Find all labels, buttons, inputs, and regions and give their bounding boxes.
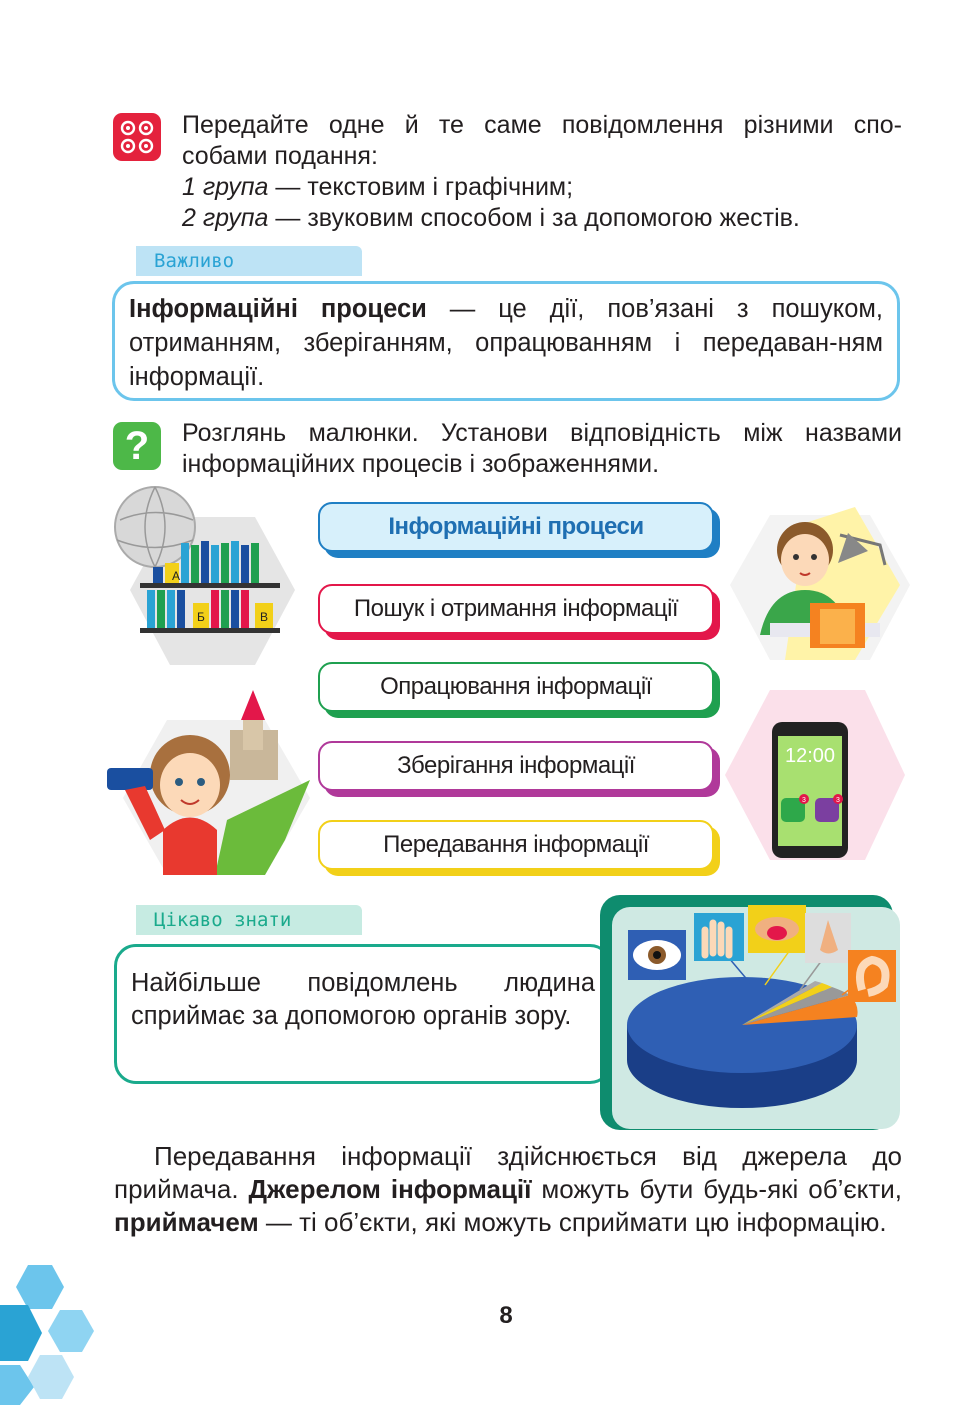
group-1-label: 1 група [182, 173, 269, 201]
process-processing[interactable]: Опрацювання інформації [318, 662, 714, 712]
body-text-1: Передавання інформації здійснюється від джерела до приймача. [114, 1141, 902, 1204]
badge-a: 3 [802, 797, 806, 804]
source-term: Джерелом інформації [248, 1174, 532, 1204]
body-text-2: можуть бути будь-які об’єкти, [531, 1174, 902, 1204]
fact-box: Найбільше повідомлень людина сприймає за допомогою органів зору. [114, 944, 612, 1084]
bookshelf-image[interactable] [105, 485, 295, 670]
group-2-label: 2 група [182, 204, 269, 232]
badge-b: 3 [836, 797, 840, 804]
fact-tab: Цікаво знати [136, 905, 362, 935]
selfie-girl-image[interactable] [105, 690, 310, 880]
process-search[interactable]: Пошук і отримання інформації [318, 584, 714, 634]
task-line-1: Передайте одне й те саме повідомлення різними спо- [182, 111, 902, 139]
boy-writing-image[interactable] [730, 505, 910, 665]
task-line-2: собами подання: [182, 142, 378, 170]
definition-text: — це дії, пов’язані з пошуком, отриманням, зберіганням, опрацюванням і передаван-ням інформації. [129, 295, 884, 391]
smartphone-image[interactable] [725, 690, 905, 870]
group-task-text [182, 110, 902, 234]
question-text: Розглянь малюнки. Установи відповідність між назвами інформаційних процесів і зображеннями. [182, 419, 902, 478]
phone-time: 12:00 [784, 745, 836, 767]
book-label-b: Б [197, 610, 205, 624]
question-icon: ? [113, 422, 161, 470]
book-label-c: В [260, 610, 269, 624]
definition-box [112, 281, 900, 401]
important-tab: Важливо [136, 246, 362, 276]
definition-term: Інформаційні процеси [129, 295, 427, 323]
senses-pie-illustration [600, 895, 900, 1135]
processes-title: Інформаційні процеси [318, 502, 714, 552]
process-transfer[interactable]: Передавання інформації [318, 820, 714, 870]
process-storage[interactable]: Зберігання інформації [318, 741, 714, 791]
receiver-term: приймачем [114, 1207, 259, 1237]
group-1-text: — текстовим і графічним; [268, 173, 574, 201]
group-task-icon [113, 113, 161, 161]
decor-hexagons [0, 1255, 100, 1405]
group-2-text: — звуковим способом і за допомогою жестів. [268, 204, 800, 232]
page-number: 8 [499, 1302, 513, 1329]
phone-icon [107, 768, 153, 790]
body-paragraph [114, 1140, 902, 1239]
book-label-a: А [172, 569, 181, 583]
body-text-3: — ті об’єкти, які можуть сприймати цю інформацію. [258, 1207, 887, 1237]
